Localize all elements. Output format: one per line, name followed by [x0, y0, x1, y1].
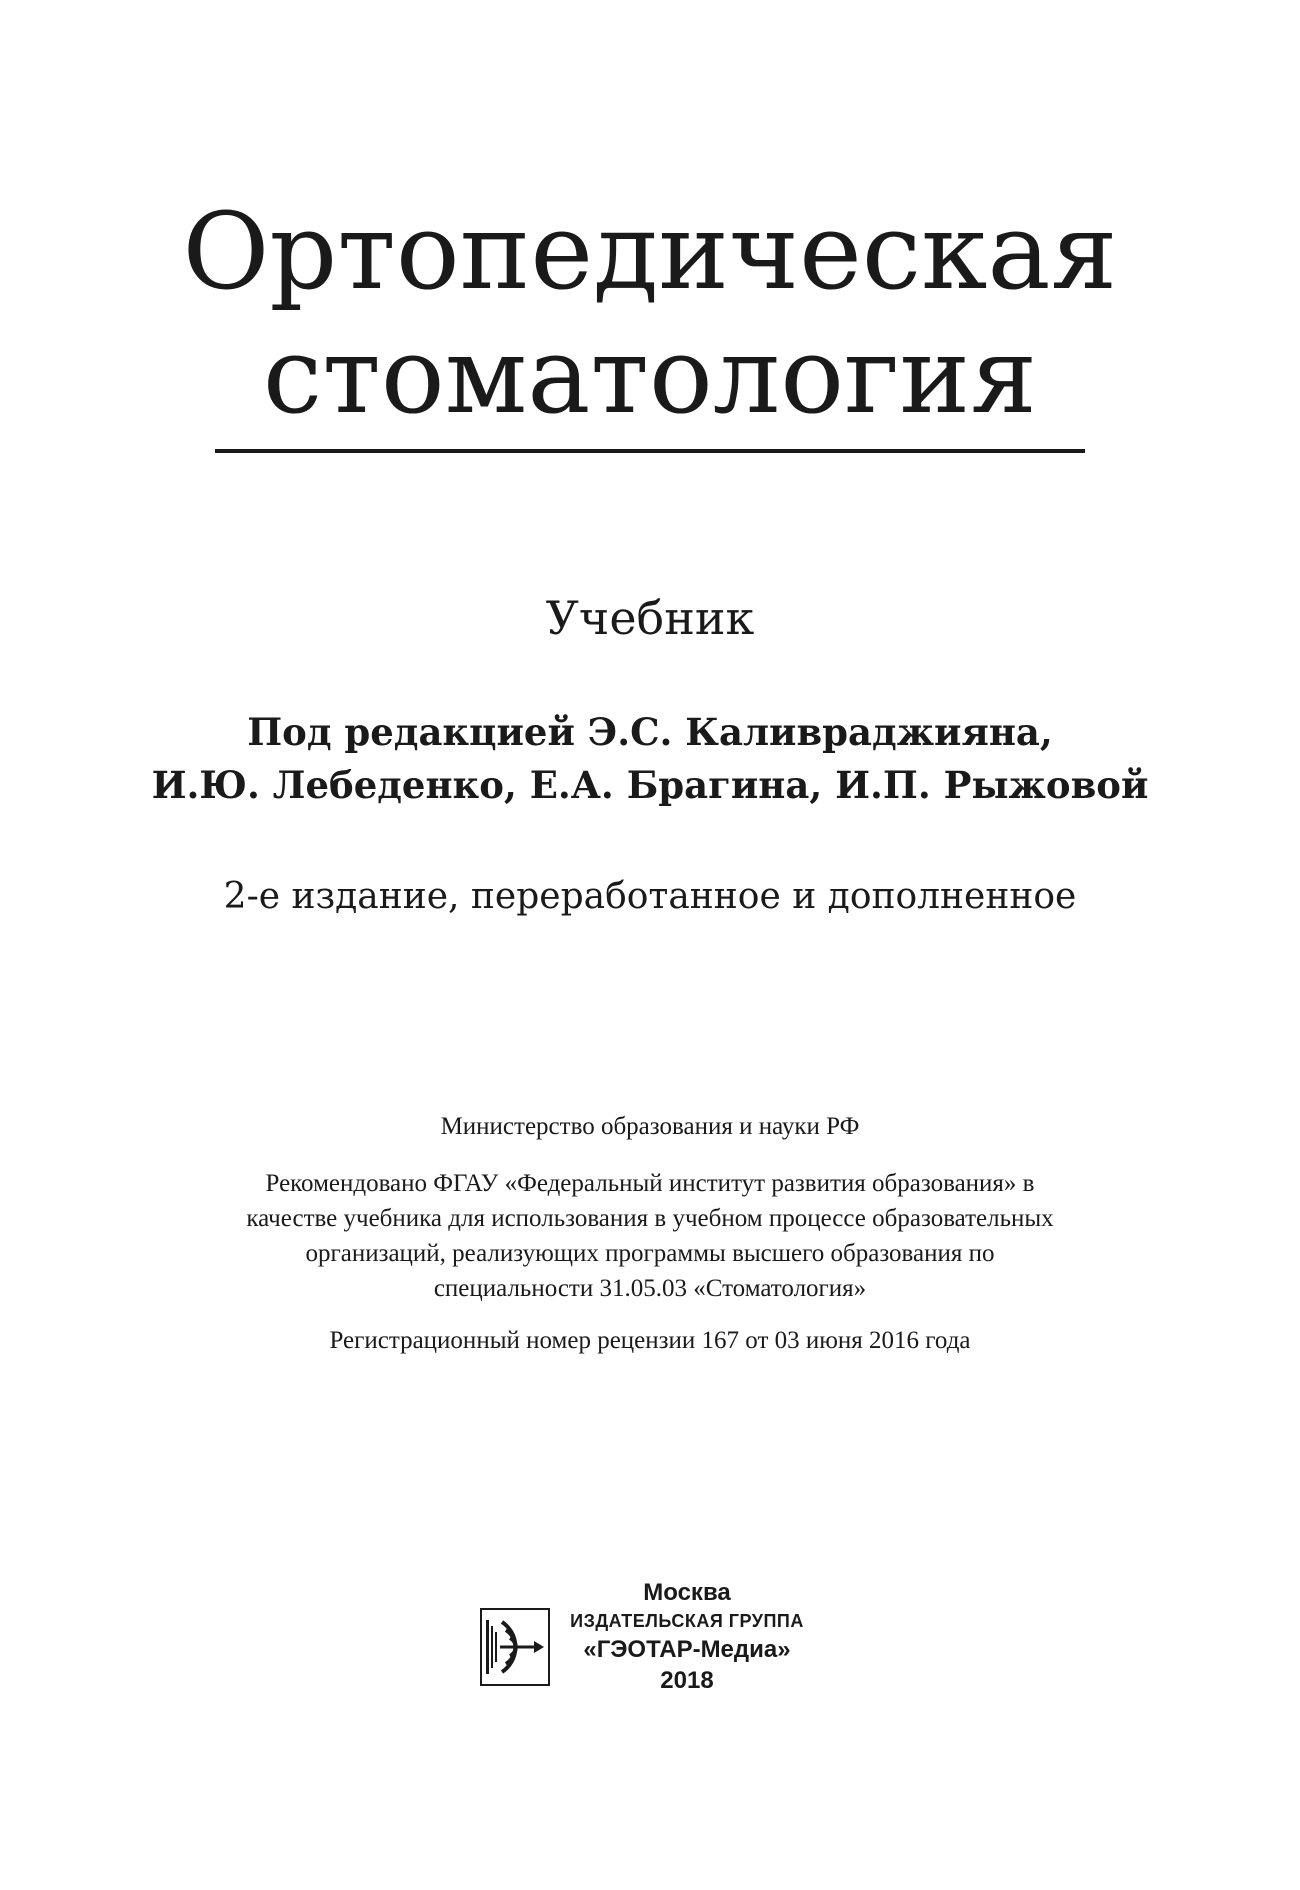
recommendation-block [0, 1166, 1300, 1306]
publisher-group: ИЗДАТЕЛЬСКАЯ ГРУППА [570, 1611, 804, 1631]
editors-block [0, 706, 1300, 812]
editors-line-2: И.Ю. Лебеденко, Е.А. Брагина, И.П. Рыжовой [151, 763, 1149, 807]
geotar-media-logo-icon [480, 1608, 550, 1686]
book-title [0, 190, 1300, 438]
publisher-text [554, 1578, 820, 1696]
title-divider [215, 449, 1085, 453]
edition-note: 2-е издание, переработанное и дополненное [223, 876, 1077, 917]
ministry-line: Министерство образования и науки РФ [440, 1113, 860, 1140]
book-title-line-2: стоматология [262, 314, 1038, 437]
recommendation-line-2: качестве учебника для использования в учебном процессе образовательных [246, 1205, 1054, 1232]
recommendation-line-1: Рекомендовано ФГАУ «Федеральный институт развития образования» в [265, 1170, 1035, 1197]
editors-line-1: Под редакцией Э.С. Каливраджияна, [247, 710, 1053, 754]
recommendation-line-3: организаций, реализующих программы высшего образования по [305, 1240, 995, 1267]
publisher-city: Москва [643, 1579, 731, 1606]
publisher-name: «ГЭОТАР-Медиа» [583, 1636, 791, 1663]
publication-year: 2018 [660, 1667, 714, 1694]
recommendation-line-4: специальности 31.05.03 «Стоматология» [433, 1275, 867, 1302]
book-subtitle: Учебник [545, 591, 755, 645]
registration-line: Регистрационный номер рецензии 167 от 03 июня 2016 года [329, 1327, 971, 1354]
book-title-line-1: Ортопедическая [182, 190, 1118, 313]
publisher-block [480, 1578, 820, 1708]
